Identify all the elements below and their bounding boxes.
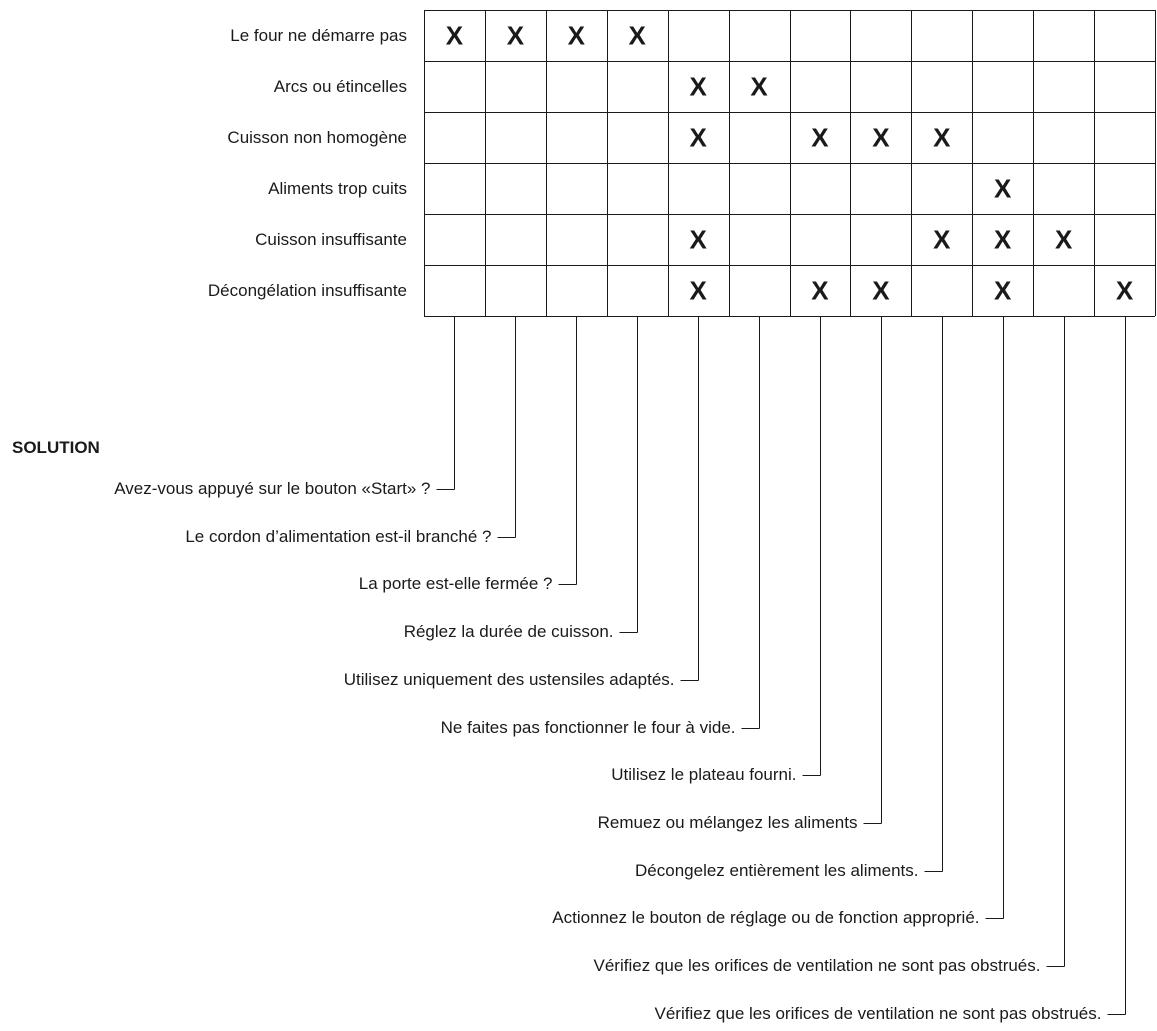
problem-label: Cuisson insuffisante [255, 229, 407, 249]
solution-label: Décongelez entièrement les aliments. [635, 860, 919, 880]
x-mark: X [689, 122, 707, 153]
problem-label: Arcs ou étincelles [273, 76, 407, 96]
x-mark: X [872, 122, 890, 153]
problem-label: Cuisson non homogène [227, 127, 407, 147]
x-mark: X [628, 20, 646, 51]
solution-label: Réglez la durée de cuisson. [403, 621, 614, 641]
problem-label: Décongélation insuffisante [207, 280, 407, 300]
solution-label: Vérifiez que les orifices de ventilation ne sont pas obstrués. [654, 1003, 1102, 1023]
x-mark: X [811, 122, 829, 153]
solution-label: Ne faites pas fonctionner le four à vide. [440, 717, 736, 737]
x-mark: X [567, 20, 585, 51]
x-mark: X [689, 71, 707, 102]
x-mark: X [750, 71, 768, 102]
x-mark: X [933, 122, 951, 153]
solution-label: Utilisez le plateau fourni. [611, 764, 797, 784]
solution-label: Le cordon d’alimentation est-il branché ? [185, 526, 492, 546]
x-mark: X [689, 224, 707, 255]
x-mark: X [1054, 224, 1073, 255]
x-mark: X [994, 275, 1012, 306]
solution-label: Utilisez uniquement des ustensiles adaptés. [343, 669, 675, 689]
problem-label: Aliments trop cuits [268, 178, 407, 198]
solution-label: Remuez ou mélangez les aliments [597, 812, 858, 832]
x-mark: X [445, 20, 464, 51]
x-mark: X [506, 20, 525, 51]
solution-title: SOLUTION [12, 438, 100, 457]
x-mark: X [689, 275, 707, 306]
x-mark: X [872, 275, 890, 306]
solution-label: Avez-vous appuyé sur le bouton «Start» ? [114, 478, 431, 498]
solution-label: La porte est-elle fermée ? [358, 573, 553, 593]
x-mark: X [811, 275, 829, 306]
solution-label: Vérifiez que les orifices de ventilation ne sont pas obstrués. [593, 955, 1041, 975]
problem-label: Le four ne démarre pas [230, 25, 407, 45]
x-mark: X [933, 224, 951, 255]
solution-label: Actionnez le bouton de réglage ou de fonction approprié. [552, 907, 980, 927]
x-mark: X [994, 173, 1012, 204]
x-mark: X [1115, 275, 1134, 306]
x-mark: X [994, 224, 1012, 255]
